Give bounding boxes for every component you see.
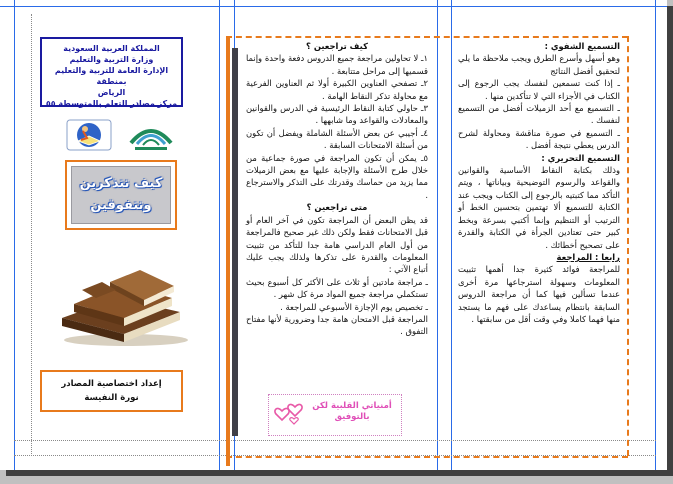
title-line-2: وتتفوقين bbox=[90, 198, 152, 213]
prepared-by-box bbox=[40, 370, 183, 412]
middle-paragraph: المراجعة قبل الامتحان هامة جدا وضرورية لأنها مفتاح التفوق . bbox=[246, 313, 428, 337]
right-column-text bbox=[458, 40, 620, 325]
right-paragraph: ـ التسميع في صورة مناقشة ومحاولة لشرح الدرس يعطي نتيجة أفضل . bbox=[458, 127, 620, 151]
margin-guide-top bbox=[0, 6, 667, 7]
right-heading-oral: التسميع الشفوي : bbox=[544, 41, 620, 51]
dotted-guide bbox=[31, 14, 32, 454]
middle-paragraph: قد يظن البعض أن المراجعة تكون في آخر العام أو قبل الامتحانات فقط ولكن ذلك غير صحيح فالمراجعة من أول العام الدراسي هامة جدا للتأكد من تثبيت المعلومات والقدرة على تذكرها ولذلك يجب عليك أتباع الآتي : bbox=[246, 214, 428, 275]
dotted-guide-bottom bbox=[14, 440, 656, 441]
middle-column-text bbox=[246, 40, 428, 338]
frame-bottom-line bbox=[226, 456, 628, 458]
right-paragraph: وذلك بكتابة النقاط الأساسية والقوانين والقواعد والرسوم التوضيحية وبياناتها ، ويتم التأكد مما كتبتيه بالرجوع إلى الكتاب ويجب عند الكتابة للتسميع ألا تهتمين بتحسين الخط أو الترتيب أو التنظيم وإنما أكتبي بسرعة وبخط كبير حتى تعتادين الجرأة في الكتابة والقدرة على تصحيح أخطائك . bbox=[458, 165, 620, 250]
middle-heading-when: متى تراجعين ؟ bbox=[306, 202, 368, 213]
header-line-2: وزارة التربية والتعليم bbox=[69, 55, 154, 64]
wish-box bbox=[268, 394, 402, 436]
right-heading-review: رابعا : المراجعة bbox=[556, 251, 620, 262]
reading-child-logo bbox=[66, 119, 112, 151]
header-line-5: مركز مصادر التعلم بالمتوسطة ٥٥ bbox=[45, 99, 178, 108]
middle-paragraph: ٢ـ تصفحي العناوين الكبيرة أولا ثم العناوين الفرعية مع محاولة تذكر النقاط الهامة . bbox=[246, 78, 428, 101]
wish-text bbox=[305, 401, 399, 423]
header-line-3: الإدارة العامة للتربية والتعليم بمنطقة bbox=[54, 66, 169, 86]
title-box bbox=[65, 160, 177, 230]
frame-left-line bbox=[226, 36, 230, 466]
right-paragraph: للمراجعة فوائد كثيرة جدا أهمها تثبيت المعلومات وسهولة استرجاعها مرة أخرى عندما تسألين فيها كما أن مراجعة الدروس السابقة بانتظام يساعدك على فهم ما يستجد منها فهما كاملا وفي وقت أقل من سابقتها . bbox=[458, 264, 620, 324]
page-shadow-bottom bbox=[6, 470, 673, 476]
page-shadow-right bbox=[667, 6, 673, 476]
title-line-1: كيف تتذكرين bbox=[79, 176, 163, 191]
middle-paragraph: ـ مراجعة مادتين أو ثلاث على الأكثر كل أسبوع بحيث تستكملي مراجعة جميع المواد مرة كل شهر . bbox=[246, 276, 428, 300]
header-line-1: المملكة العربية السعودية bbox=[63, 44, 160, 53]
wish-line-2: بالتوفيق bbox=[334, 412, 370, 422]
middle-panel-dark-bar bbox=[232, 48, 238, 436]
column-guide-6 bbox=[655, 0, 656, 470]
books-illustration bbox=[52, 260, 192, 348]
frame-top-line bbox=[226, 36, 628, 38]
column-guide-1 bbox=[14, 0, 15, 470]
middle-paragraph: ـ تخصيص يوم الإجازة الأسبوعي للمراجعة . bbox=[280, 301, 428, 312]
right-paragraph: وهو أسهل وأسرع الطرق ويجب ملاحظة ما يلي لتحقيق أفضل النتائج bbox=[458, 53, 620, 76]
column-guide-5 bbox=[451, 0, 452, 470]
middle-paragraph: ٥ـ يمكن أن تكون المراجعة في صورة جماعية من خلال طرح الأسئلة والإجابة عليها مع بعض الزميلات مما يزيد من حماسك وقدرتك على التذكر والاسترجاع . bbox=[246, 152, 428, 200]
right-paragraph: ـ إذا كنت تسمعين لنفسك يجب الرجوع إلى الكتاب في الأجزاء التي لا تتأكدين منها . bbox=[458, 78, 620, 101]
title-panel bbox=[71, 166, 171, 224]
right-paragraph: ـ التسميع مع أحد الزميلات أفضل من التسميع لنفسك . bbox=[458, 103, 620, 126]
column-guide-4 bbox=[437, 0, 438, 470]
ministry-logo bbox=[127, 117, 175, 153]
middle-paragraph: ٤ـ أجيبي عن بعض الأسئلة الشاملة ويفضل أن تكون من أسئلة الامتحانات السابقة . bbox=[246, 127, 428, 151]
prepared-line-2: نورة النفيسة bbox=[84, 393, 139, 403]
hearts-icon bbox=[273, 399, 307, 429]
right-heading-written: التسميع التحريري : bbox=[541, 152, 620, 163]
frame-right-line bbox=[627, 36, 629, 456]
middle-heading-how: كيف تراجعين ؟ bbox=[306, 41, 368, 51]
header-line-4: الرياض bbox=[97, 88, 126, 97]
middle-paragraph: ١ـ لا تحاولين مراجعة جميع الدروس دفعة واحدة وإنما قسميها إلى مراحل متتابعة . bbox=[246, 53, 428, 76]
prepared-line-1: إعداد اختصاصية المصادر bbox=[61, 379, 162, 389]
middle-paragraph: ٣ـ حاولي كتابة النقاط الرئيسية في الدرس والقوانين والمعادلات والقواعد وما شابهها . bbox=[246, 103, 428, 126]
ministry-header-box bbox=[40, 37, 183, 107]
wish-line-1: أمنياتي القلبية لكن bbox=[312, 401, 392, 411]
column-guide-2 bbox=[219, 0, 220, 470]
